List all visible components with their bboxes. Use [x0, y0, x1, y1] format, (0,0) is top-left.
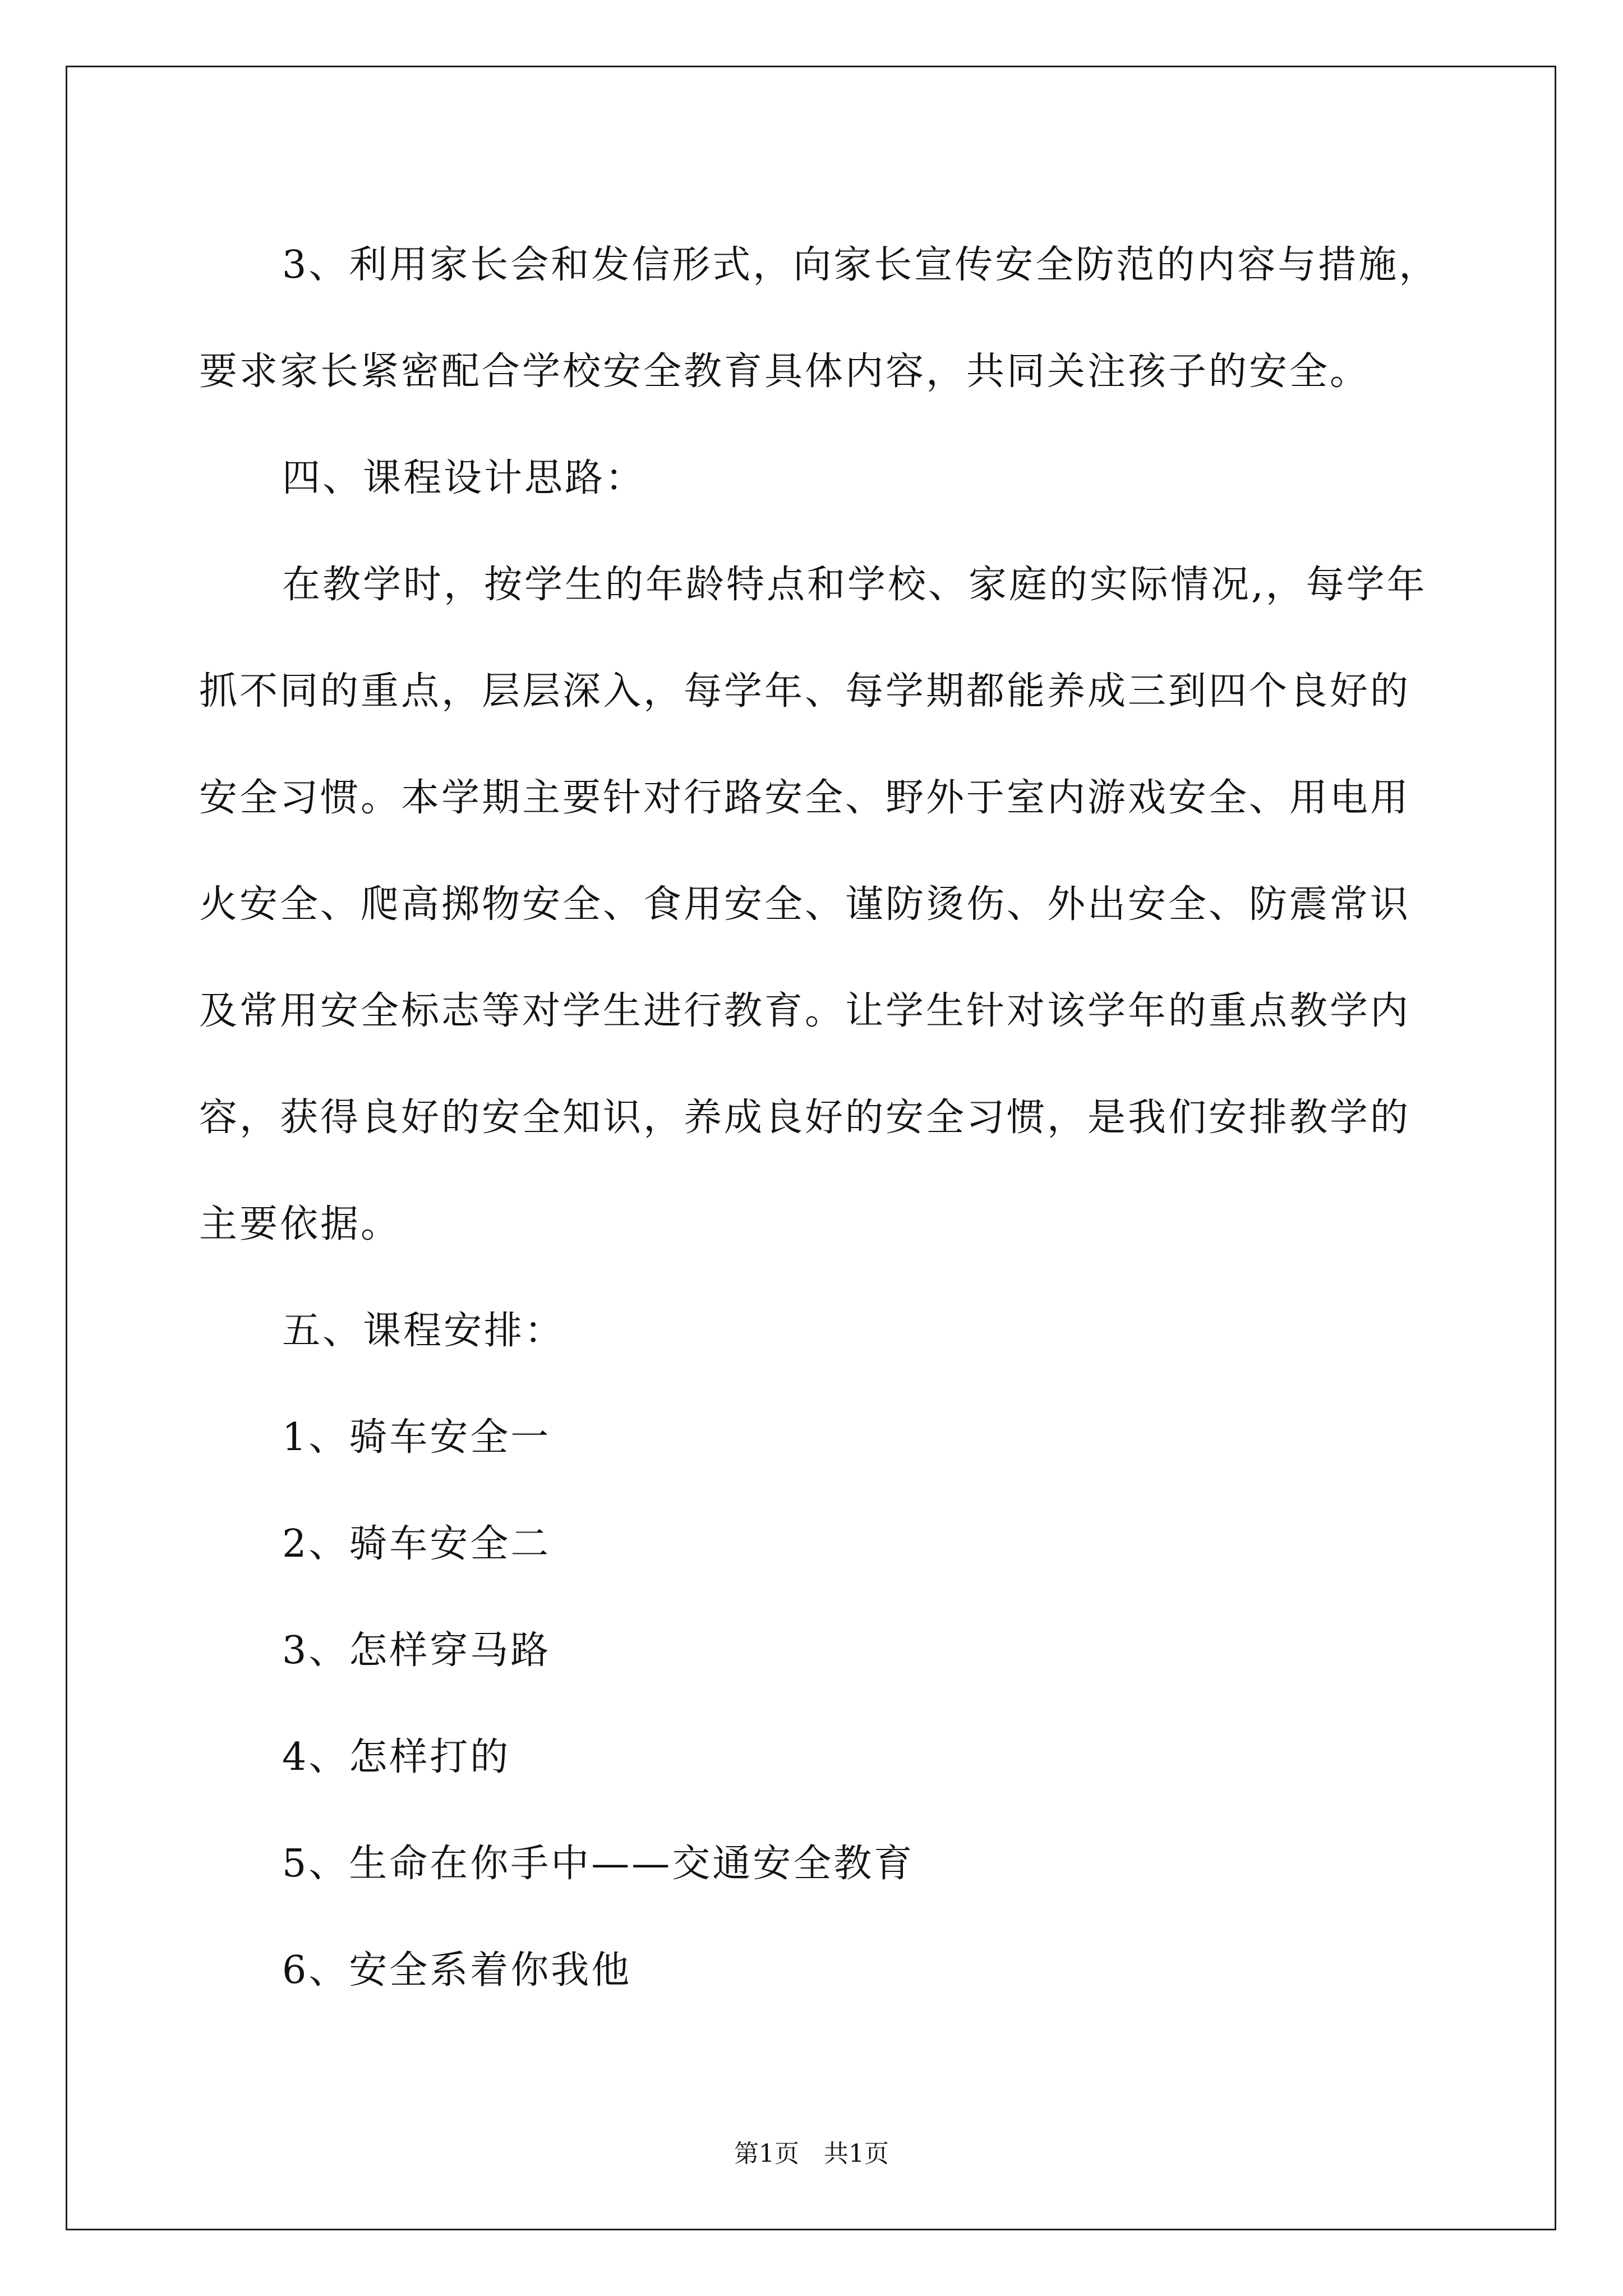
list-item: 5、生命在你手中——交通安全教育	[282, 1842, 915, 1886]
section-heading: 五、课程安排：	[282, 1309, 565, 1353]
list-item: 6、安全系着你我他	[282, 1948, 632, 1993]
paragraph-line: 抓不同的重点，层层深入，每学年、每学期都能养成三到四个良好的	[199, 669, 1411, 714]
paragraph-line: 容，获得良好的安全知识，养成良好的安全习惯，是我们安排教学的	[199, 1096, 1411, 1140]
paragraph-line: 及常用安全标志等对学生进行教育。让学生针对该学年的重点教学内	[199, 989, 1411, 1033]
list-item: 3、怎样穿马路	[282, 1628, 551, 1673]
list-item: 2、骑车安全二	[282, 1522, 551, 1566]
paragraph-line: 在教学时，按学生的年龄特点和学校、家庭的实际情况,，每学年	[282, 563, 1427, 607]
list-item: 1、骑车安全一	[282, 1415, 551, 1460]
page-number: 第1页 共1页	[734, 2139, 889, 2168]
list-item: 4、怎样打的	[282, 1735, 511, 1779]
document-body	[199, 212, 1440, 2024]
paragraph-line: 3、利用家长会和发信形式，向家长宣传安全防范的内容与措施，	[282, 243, 1440, 287]
paragraph-line: 火安全、爬高掷物安全、食用安全、谨防烫伤、外出安全、防震常识	[199, 882, 1411, 927]
section-heading: 四、课程设计思路：	[282, 456, 646, 500]
paragraph-line: 主要依据。	[199, 1202, 402, 1246]
paragraph-line: 要求家长紧密配合学校安全教育具体内容，共同关注孩子的安全。	[199, 349, 1371, 394]
paragraph-line: 安全习惯。本学期主要针对行路安全、野外于室内游戏安全、用电用	[199, 776, 1411, 820]
